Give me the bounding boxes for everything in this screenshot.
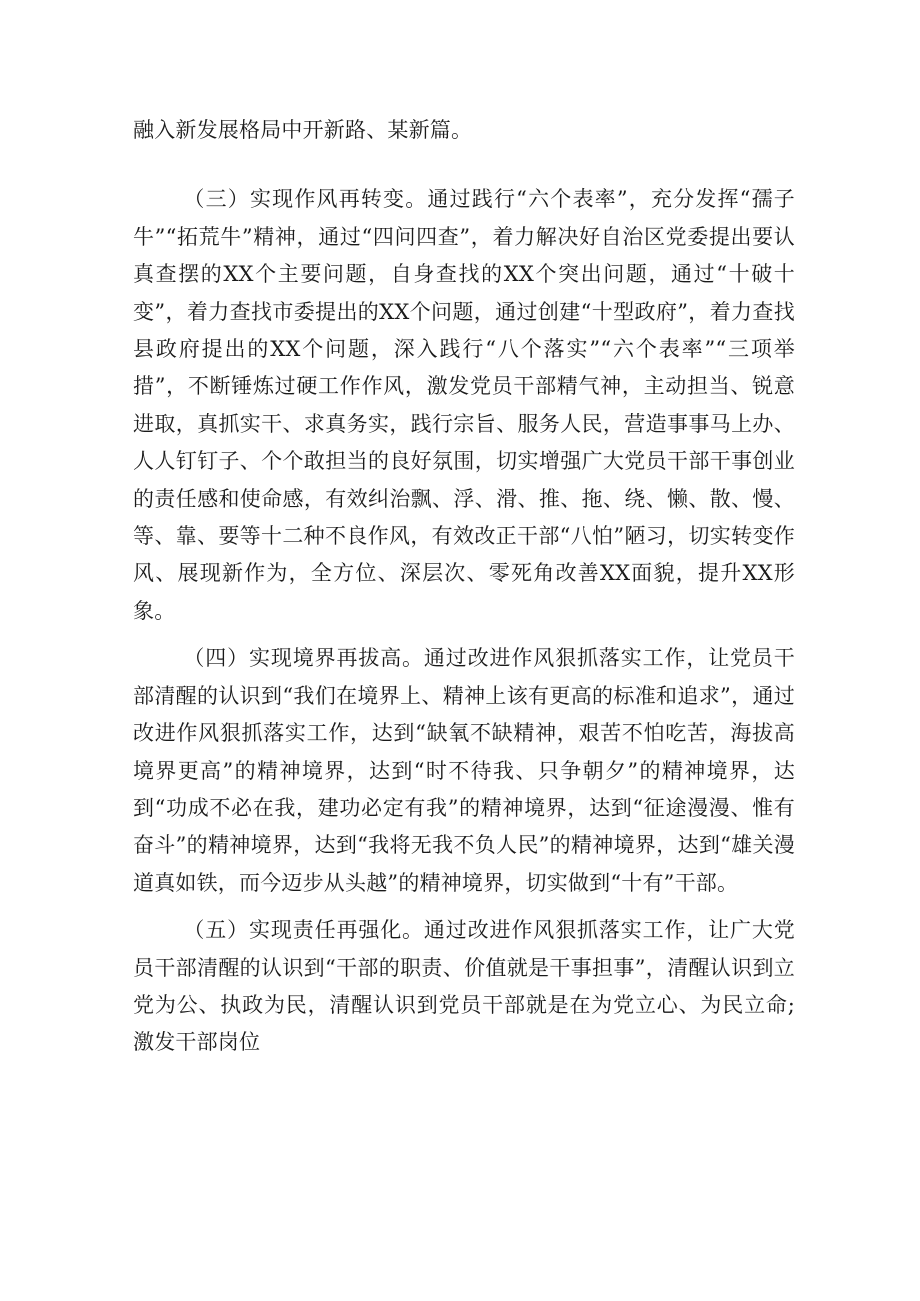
paragraph-continuation: 融入新发展格局中开新路、某新篇。 bbox=[133, 118, 473, 142]
paragraph-section-4: （四）实现境界再拔高。通过改进作风狠抓落实工作，让党员干部清醒的认识到“我们在境界上、精神上该有更高的标准和追求”，通过改进作风狠抓落实工作，达到“缺氧不缺精神，艰苦不怕吃苦，海拔高境界更高”的精神境界，达到“时不待我、只争朝夕”的精神境界，达到“功成不必在我，建功必定有我”的精神境界，达到“征途漫漫、惟有奋斗”的精神境界，达到“我将无我不负人民”的精神境界，达到“雄关漫道真如铁，而今迈步从头越”的精神境界，切实做到“十有”干部。 bbox=[133, 646, 795, 895]
document-body bbox=[133, 112, 795, 1062]
paragraph-section-3: （三）实现作风再转变。通过践行“六个表率”，充分发挥“孺子牛”“拓荒牛”精神，通过“四问四查”，着力解决好自治区党委提出要认真查摆的XX个主要问题，自身查找的XX个突出问题，通过“十破十变”，着力查找市委提出的XX个问题，通过创建“十型政府”，着力查找县政府提出的XX个问题，深入践行“八个落实”“六个表率”“三项举措”，不断锤炼过硬工作作风，激发党员干部精气神，主动担当、锐意进取，真抓实干、求真务实，践行宗旨、服务人民，营造事事马上办、人人钉钉子、个个敢担当的良好氛围，切实增强广大党员干部干事创业的责任感和使命感，有效纠治飘、浮、滑、推、拖、绕、懒、散、慢、等、靠、要等十二种不良作风，有效改正干部“八怕”陋习，切实转变作风、展现新作为，全方位、深层次、零死角改善XX面貌，提升XX形象。 bbox=[133, 187, 795, 623]
paragraph-section-5: （五）实现责任再强化。通过改进作风狠抓落实工作，让广大党员干部清醒的认识到“干部的职责、价值就是干事担事”，清醒认识到立党为公、执政为民，清醒认识到党员干部就是在为党立心、为民立命;激发干部岗位 bbox=[133, 918, 795, 1055]
